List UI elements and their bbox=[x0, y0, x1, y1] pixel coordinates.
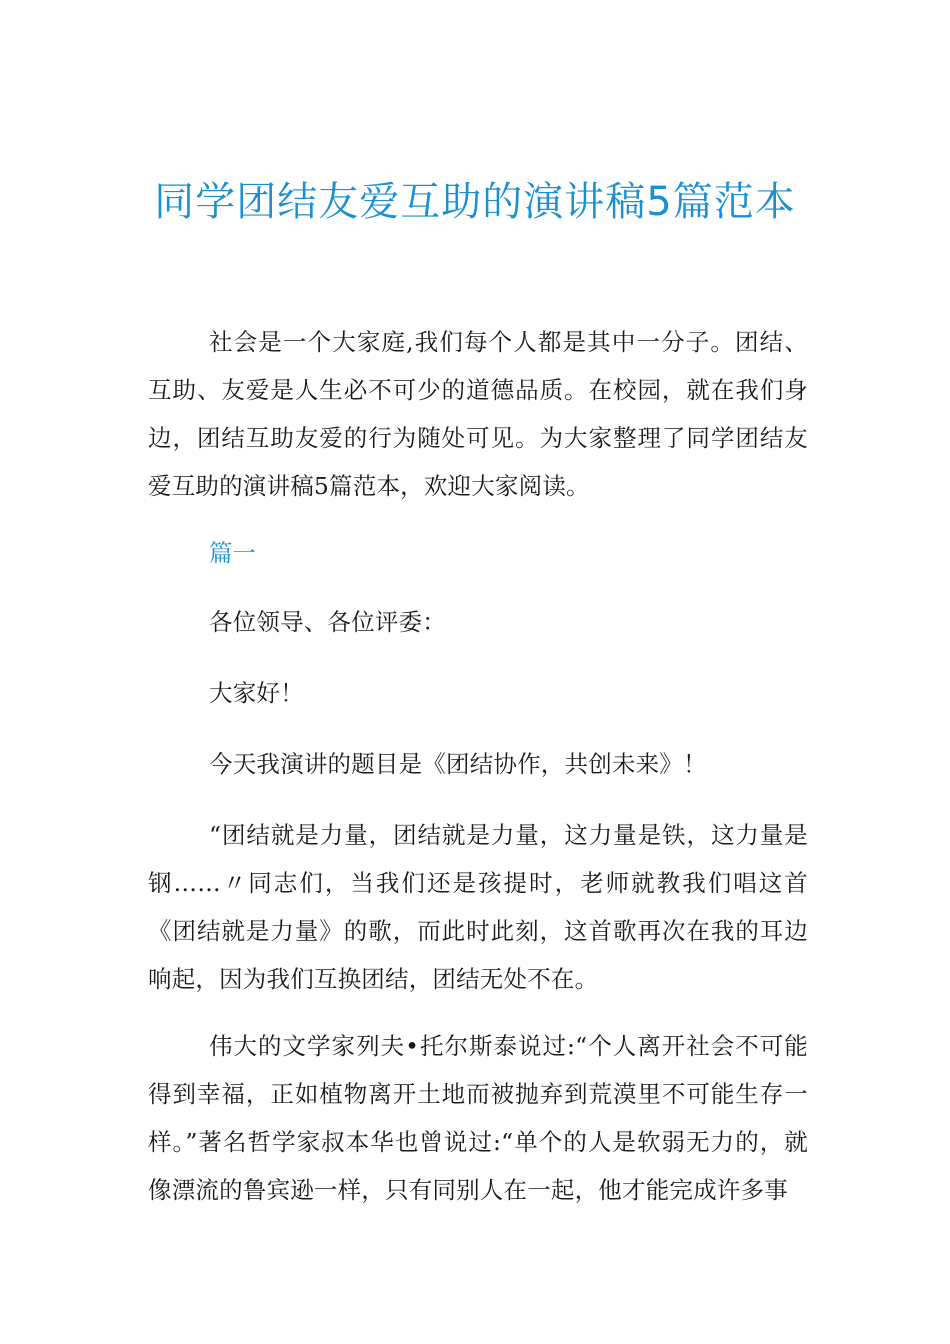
document-body bbox=[148, 318, 808, 1214]
intro-paragraph: 社会是一个大家庭,我们每个人都是其中一分子。团结、互助、友爱是人生必不可少的道德品质。在校园，就在我们身边，团结互助友爱的行为随处可见。为大家整理了同学团结友爱互助的演讲稿5篇范本，欢迎大家阅读。 bbox=[148, 328, 808, 500]
greeting-line: 各位领导、各位评委： bbox=[209, 608, 446, 636]
quote-paragraph: 伟大的文学家列夫•托尔斯泰说过:“个人离开社会不可能得到幸福，正如植物离开土地而被抛弃到荒漠里不可能生存一样。”著名哲学家叔本华也曾说过:“单个的人是软弱无力的，就像漂流的鲁宾逊一样，只有同别人在一起，他才能完成许多事 bbox=[148, 1032, 808, 1204]
document-title: 同学团结友爱互助的演讲稿5篇范本 bbox=[154, 179, 796, 225]
topic-line: 今天我演讲的题目是《团结协作，共创未来》！ bbox=[209, 750, 707, 778]
song-paragraph: “团结就是力量，团结就是力量，这力量是铁，这力量是钢……〃同志们，当我们还是孩提时，老师就教我们唱这首《团结就是力量》的歌，而此时此刻，这首歌再次在我的耳边响起，因为我们互换团结，团结无处不在。 bbox=[148, 821, 808, 993]
hello-line: 大家好！ bbox=[209, 679, 304, 707]
section-heading: 篇一 bbox=[209, 539, 256, 567]
